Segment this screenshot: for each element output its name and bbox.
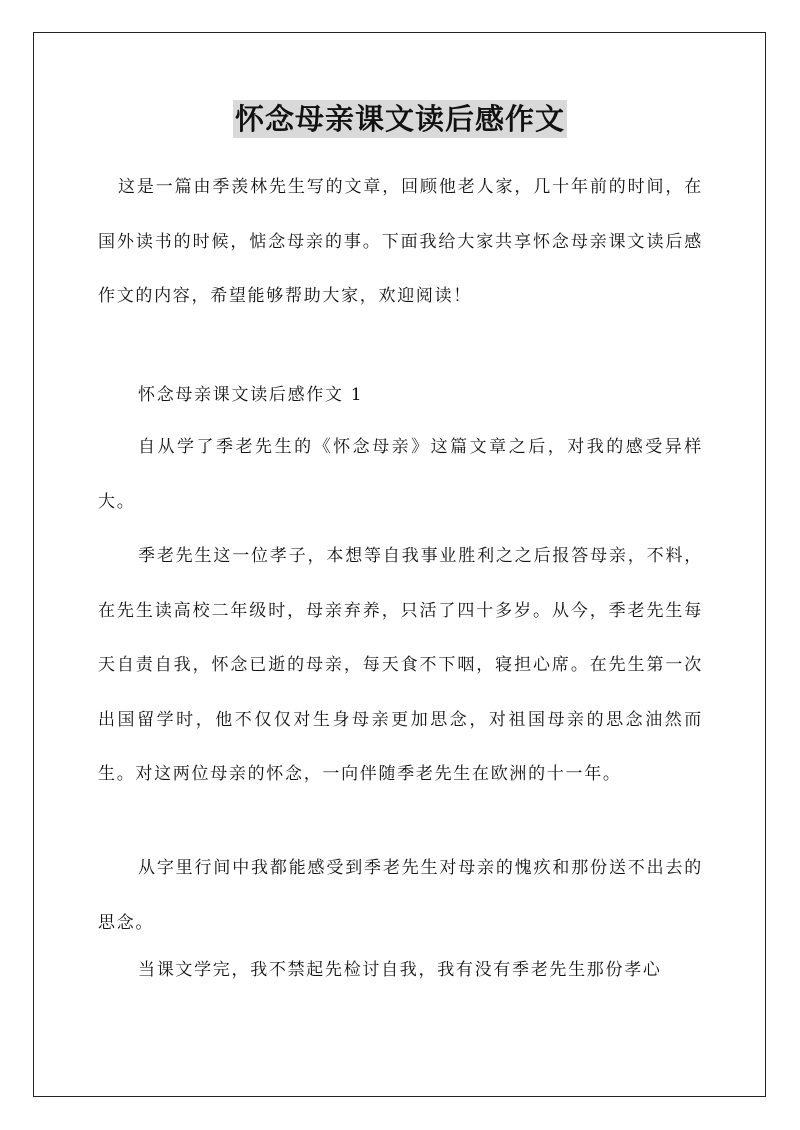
intro-paragraph: 这是一篇由季羡林先生写的文章，回顾他老人家，几十年前的时间，在国外读书的时候，惦念母亲的事。下面我给大家共享怀念母亲课文读后感作文的内容，希望能够帮助大家，欢迎阅读！ <box>98 177 703 306</box>
body-paragraph-3: 从字里行间中我都能感受到季老先生对母亲的愧疚和那份送不出去的思念。 <box>98 858 703 933</box>
body-paragraph-1: 自从学了季老先生的《怀念母亲》这篇文章之后，对我的感受异样大。 <box>98 437 703 512</box>
document-title: 怀念母亲课文读后感作文 <box>234 102 565 136</box>
body-paragraph-4: 当课文学完，我不禁起先检讨自我，我有没有季老先生那份孝心 <box>138 960 662 980</box>
body-paragraph-2: 季老先生这一位孝子，本想等自我事业胜利之之后报答母亲，不料，在先生读高校二年级时，母亲弃养，只活了四十多岁。从今，季老先生每天自责自我，怀念已逝的母亲，每天食不下咽，寝担心席。在先生第一次出国留学时，他不仅仅对生身母亲更加思念，对祖国母亲的思念油然而生。对这两位母亲的怀念，一向伴随季老先生在欧洲的十一年。 <box>98 546 703 784</box>
section-heading: 怀念母亲课文读后感作文 1 <box>138 385 364 405</box>
title-container <box>0 100 800 138</box>
